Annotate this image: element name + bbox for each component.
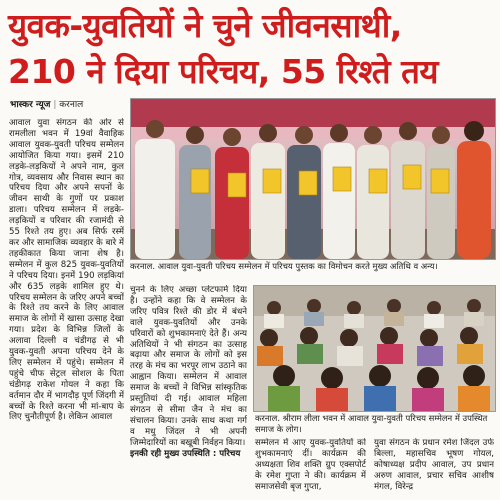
article-column-4 [374,438,494,500]
article-column-2 [130,285,247,500]
headline-line-2: 210 ने दिया परिचय, 55 रिश्ते तय [8,52,439,91]
headline [8,4,494,96]
article-column-1-text: आवाल युवा संगठन की ओर से रामलीला भवन में 19वां वैवाहिक आवाल युवक-युवती परिचय सम्मेलन आयोजित किया गया। इसमें 210 लड़के-लड़कियों ने अपने नाम, कुल गोत्र, व्यवसाय और निवास स्थान का परिचय दिया और अपने सपनों के जीवन साथी के गुणों पर प्रकाश डाला। परिचय सम्मेलन में लड़के-लड़कियों व परिवार की रजामंदी से 55 रिश्ते तय हुए। अब सिर्फ रस्में कर और सामाजिक व्यवहार के बारे में तहकीकात किया जाना शेष है। सम्मेलन में कुल 825 युवक-युवतियों ने परिचय दिया। इनमें 190 लड़कियां और 635 लड़के शामिल हुए थे। परिचय सम्मेलन के जरिए अपने बच्चों के रिश्ते तय करने के लिए आवाल समाज के लोगों में खासा उत्साह देखा गया। प्रदेश के विभिन्न जिलों के अलावा दिल्ली व चंडीगढ़ से भी युवक-युवती अपना परिचय देने के लिए सम्मेलन में पहुंचे। सम्मेलन में पहुंचे चीफ सेट्रल सोशल के पिता चंडीगढ़ राकेश गोयल ने कहा कि वर्तमान दौर में भागदौड़ पूर्ण जिंदगी में बच्चों के रिश्ते करना भी मां-बाप के लिए चुनौतीपूर्ण है। लेकिन आवाल [9,118,124,423]
article-column-1 [9,118,124,500]
article-column-3 [255,438,366,500]
audience-photo [253,285,496,412]
book-release-photo-caption: करनाल. आवाल युवा-युवती परिचय सम्मेलन में परिचय पुस्तक का विमोचन करते मुख्य अतिथि व अन्य। [130,261,438,271]
article-column-3-text: सम्मेलन में आए युवक-युवतियों को शुभकामनाएं दीं। कार्यक्रम की अध्यक्षता शिव शक्ति ग्रुप एक्सपोर्ट के रमेश गुप्ता ने की। कार्यक्रम में समाजसेवी बृज गुप्ता, [255,438,366,492]
book-release-photo-image [131,99,495,259]
byline-brand: भास्कर न्यूज [10,100,51,110]
article-column-2-text: चुनने के लिए अच्छा प्लेटफार्म दिया है। उन्होंने कहा कि वे सम्मेलन के जरिए पवित्र रिश्ते की डोर में बंधने वाले युवक-युवतियों और उनके परिवारों को शुभकामनाएं देते हैं। अन्य अतिथियों ने भी संगठन का उत्साह बढ़ाया और समाज के लोगों को इस तरह के मंच का भरपूर लाभ उठाने का आह्वान किया। सम्मेलन में आवाल समाज के बच्चों ने विभिन्न सांस्कृतिक प्रस्तुतियां दी गई। आवाल महिला संगठन से सीमा जैन ने मंच का संचालन किया। उनके साथ कथा गर्ग व मधु जिंदल ने भी अपनी जिम्मेदारियों का बखूबी निर्वहन किया। [130,285,247,448]
byline-separator: | [53,100,57,110]
book-release-photo [130,98,496,260]
audience-photo-image [254,286,495,411]
attendance-subhead: इनकी रही मुख्य उपस्थिति : परिचय [130,448,241,459]
headline-line-1: युवक-युवतियों ने चुने जीवनसाथी, [8,6,402,45]
byline-place: करनाल [59,100,84,110]
audience-photo-caption: करनाल. श्रीराम लीला भवन में आवाल युवा-युवती परिचय सम्मेलन में उपस्थित समाज के लोग। [255,413,488,434]
article-column-4-text: युवा संगठन के प्रधान रमेश जिंदल उर्फ बिल्ला, महासचिव भूषण गोयल, कोषाध्यक्ष प्रदीप आवाल, उप प्रधान अरुण आवाल, प्रचार सचिव आशीष मंगल, विरेन्द्र [374,438,494,492]
byline [10,98,122,112]
